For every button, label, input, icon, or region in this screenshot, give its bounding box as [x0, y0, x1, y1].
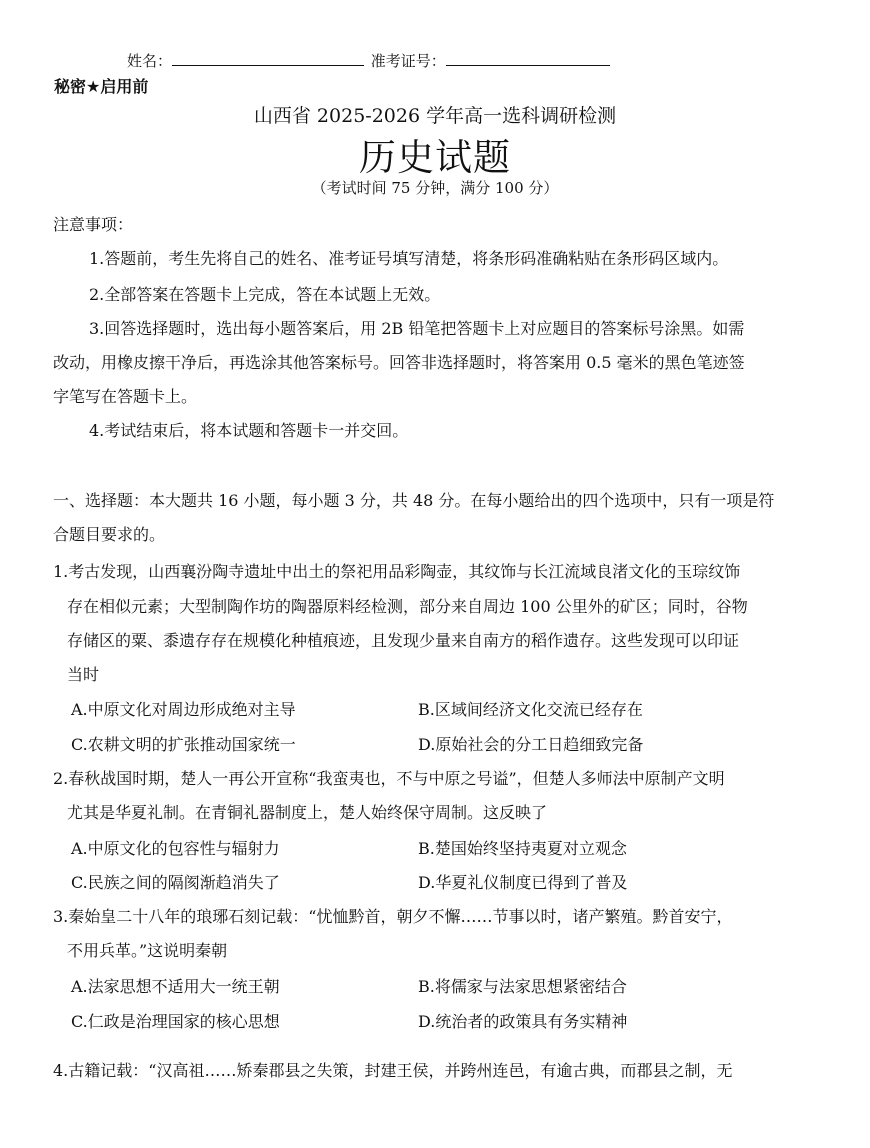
- notice-item: 改动，用橡皮擦干净后，再选涂其他答案标号。回答非选择题时，将答案用 0.5 毫米的黑色笔迹签: [53, 353, 745, 372]
- notice-item: 2.全部答案在答题卡上完成，答在本试题上无效。: [89, 285, 441, 304]
- option-b[interactable]: B.区域间经济文化交流已经存在: [418, 700, 643, 719]
- question-stem: 1.考古发现，山西襄汾陶寺遗址中出土的祭祀用品彩陶壶，其纹饰与长江流域良渚文化的玉琮纹饰: [53, 562, 741, 581]
- subject-title: 历史试题: [359, 136, 511, 179]
- secret-mark: 秘密★启用前: [54, 77, 149, 96]
- option-c[interactable]: C.仁政是治理国家的核心思想: [71, 1012, 280, 1031]
- name-blank[interactable]: [172, 51, 364, 66]
- notice-item: 1.答题前，考生先将自己的姓名、准考证号填写清楚，将条形码准确粘贴在条形码区域内。: [89, 249, 729, 268]
- name-label: 姓名：: [127, 52, 173, 70]
- question-stem: 存在相似元素；大型制陶作坊的陶器原料经检测，部分来自周边 100 公里外的矿区；同时，谷物: [67, 597, 748, 616]
- option-a[interactable]: A.中原文化对周边形成绝对主导: [71, 700, 296, 719]
- question-stem: 尤其是华夏礼制。在青铜礼器制度上，楚人始终保守周制。这反映了: [67, 803, 548, 822]
- notice-item: 字笔写在答题卡上。: [53, 387, 198, 406]
- option-b[interactable]: B.楚国始终坚持夷夏对立观念: [418, 839, 627, 858]
- notice-item: 3.回答选择题时，选出每小题答案后，用 2B 铅笔把答题卡上对应题目的答案标号涂黑。如需: [89, 319, 745, 338]
- question-stem: 当时: [67, 665, 100, 684]
- option-d[interactable]: D.统治者的政策具有务实精神: [418, 1012, 628, 1031]
- question-stem: 存储区的粟、黍遗存存在规模化种植痕迹，且发现少量来自南方的稻作遗存。这些发现可以印证: [67, 631, 740, 650]
- notice-heading: 注意事项：: [53, 215, 134, 234]
- id-blank[interactable]: [446, 51, 610, 66]
- exam-title: 山西省 2025-2026 学年高一选科调研检测: [253, 105, 617, 127]
- question-stem: 3.秦始皇二十八年的琅琊石刻记载：“忧恤黔首，朝夕不懈……节事以时，诸产繁殖。黔首安宁，: [53, 907, 733, 926]
- question-stem: 2.春秋战国时期，楚人一再公开宣称“我蛮夷也，不与中原之号谥”，但楚人多师法中原制产文明: [53, 769, 725, 788]
- option-c[interactable]: C.民族之间的隔阂渐趋消失了: [71, 873, 280, 892]
- option-a[interactable]: A.中原文化的包容性与辐射力: [71, 839, 280, 858]
- notice-item: 4.考试结束后，将本试题和答题卡一并交回。: [89, 421, 409, 440]
- question-stem: 不用兵革。”这说明秦朝: [67, 941, 228, 960]
- option-b[interactable]: B.将儒家与法家思想紧密结合: [418, 977, 627, 996]
- option-d[interactable]: D.原始社会的分工日趋细致完备: [418, 735, 644, 754]
- section-heading-cont: 合题目要求的。: [53, 525, 166, 544]
- exam-meta: （考试时间 75 分钟，满分 100 分）: [311, 179, 559, 197]
- section-heading: 一、选择题：本大题共 16 小题，每小题 3 分，共 48 分。在每小题给出的四个选项中，只有一项是符: [53, 491, 775, 510]
- header-fields: [127, 50, 610, 71]
- option-a[interactable]: A.法家思想不适用大一统王朝: [71, 977, 280, 996]
- option-c[interactable]: C.农耕文明的扩张推动国家统一: [71, 735, 296, 754]
- question-stem: 4.古籍记载：“汉高祖……矫秦郡县之失策，封建王侯，并跨州连邑，有逾古典，而郡县之制，无: [53, 1061, 733, 1080]
- option-d[interactable]: D.华夏礼仪制度已得到了普及: [418, 873, 628, 892]
- id-label: 准考证号：: [370, 52, 446, 70]
